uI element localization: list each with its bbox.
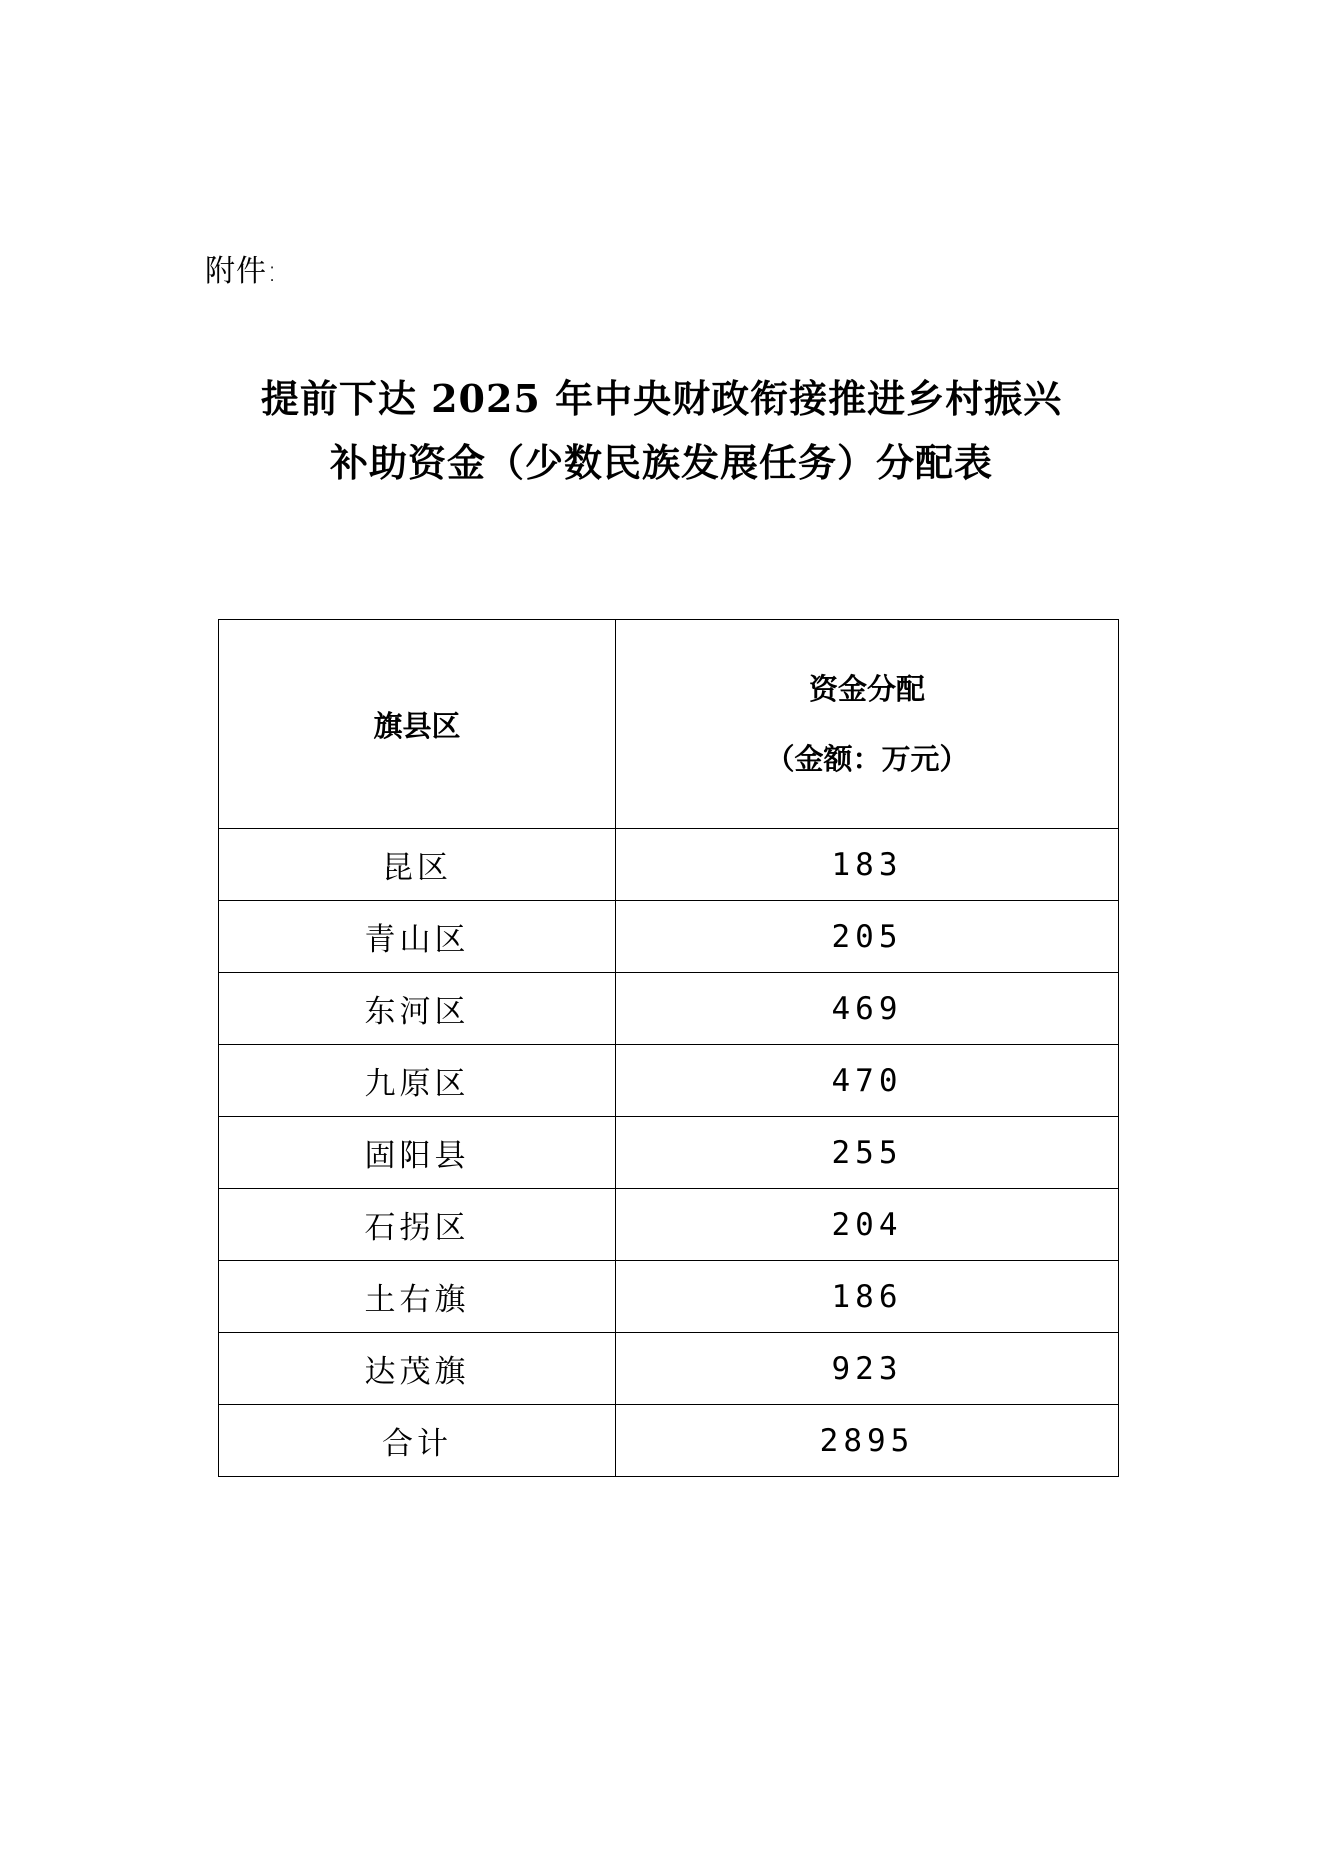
region-cell: 土右旗 — [219, 1261, 616, 1333]
header-allocation-title: 资金分配 — [808, 672, 925, 706]
region-cell: 固阳县 — [219, 1117, 616, 1189]
total-label-cell: 合计 — [219, 1405, 616, 1477]
header-region: 旗县区 — [219, 620, 616, 829]
table-row — [219, 1117, 1119, 1189]
table-row — [219, 1261, 1119, 1333]
amount-cell: 183 — [616, 829, 1119, 901]
total-row — [219, 1405, 1119, 1477]
document-title-line-2: 补助资金（少数民族发展任务）分配表 — [329, 440, 993, 485]
table-header-row — [219, 620, 1119, 829]
amount-cell: 204 — [616, 1189, 1119, 1261]
region-cell: 昆区 — [219, 829, 616, 901]
document-title-line-1: 提前下达 2025 年中央财政衔接推进乡村振兴 — [260, 376, 1063, 421]
amount-cell: 923 — [616, 1333, 1119, 1405]
amount-cell: 186 — [616, 1261, 1119, 1333]
amount-cell: 255 — [616, 1117, 1119, 1189]
table-row — [219, 901, 1119, 973]
table-row — [219, 829, 1119, 901]
table-row — [219, 973, 1119, 1045]
header-allocation — [616, 620, 1119, 829]
attachment-label: 附件: — [205, 254, 279, 289]
region-cell: 东河区 — [219, 973, 616, 1045]
region-cell: 达茂旗 — [219, 1333, 616, 1405]
table-row — [219, 1045, 1119, 1117]
table-row — [219, 1189, 1119, 1261]
table-row — [219, 1333, 1119, 1405]
amount-cell: 470 — [616, 1045, 1119, 1117]
region-cell: 石拐区 — [219, 1189, 616, 1261]
region-cell: 九原区 — [219, 1045, 616, 1117]
amount-cell: 469 — [616, 973, 1119, 1045]
header-allocation-unit: （金额：万元） — [765, 742, 969, 776]
amount-cell: 205 — [616, 901, 1119, 973]
region-cell: 青山区 — [219, 901, 616, 973]
total-amount-cell: 2895 — [616, 1405, 1119, 1477]
allocation-table — [218, 619, 1119, 1477]
